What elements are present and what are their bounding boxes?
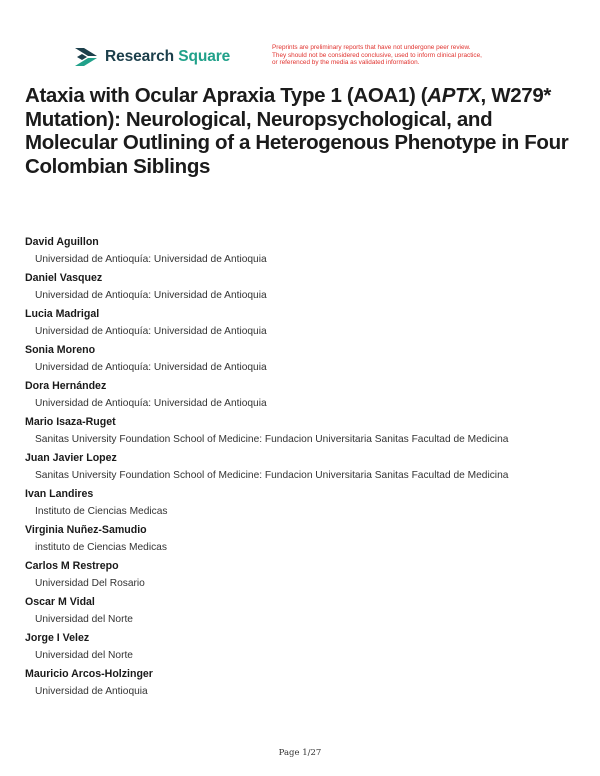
- author-name[interactable]: Carlos M Restrepo: [25, 560, 119, 572]
- author-list: [25, 233, 565, 701]
- author-entry: [25, 629, 565, 665]
- author-name[interactable]: Sonia Moreno: [25, 344, 96, 356]
- author-name[interactable]: Juan Javier Lopez: [25, 452, 117, 464]
- title-gene: APTX: [427, 84, 481, 107]
- author-name[interactable]: Oscar M Vidal: [25, 596, 95, 608]
- author-affiliation: instituto de Ciencias Medicas: [35, 542, 167, 553]
- author-name[interactable]: Virginia Nuñez-Samudio: [25, 524, 147, 536]
- author-entry: [25, 269, 565, 305]
- page-number: Page 1/27: [278, 748, 322, 758]
- research-square-logo[interactable]: [74, 47, 230, 67]
- disclaimer-line: or referenced by the media as validated information.: [272, 59, 420, 67]
- author-entry: [25, 593, 565, 629]
- author-name[interactable]: Daniel Vasquez: [25, 272, 103, 284]
- disclaimer-line: Preprints are preliminary reports that have not undergone peer review.: [272, 44, 471, 51]
- author-entry: [25, 413, 565, 449]
- author-affiliation: Sanitas University Foundation School of Medicine: Fundacion Universitaria Sanitas Facultad de Medicina: [35, 434, 509, 445]
- preprint-disclaimer: [272, 44, 564, 67]
- author-entry: [25, 305, 565, 341]
- author-affiliation: Universidad de Antioquia: [35, 686, 148, 697]
- brand-second: Square: [178, 48, 231, 65]
- author-affiliation: Instituto de Ciencias Medicas: [35, 506, 168, 517]
- author-affiliation: Universidad de Antioquía: Universidad de Antioquia: [35, 326, 267, 337]
- author-affiliation: Universidad Del Rosario: [35, 578, 145, 589]
- author-affiliation: Universidad de Antioquía: Universidad de Antioquia: [35, 254, 267, 265]
- brand-name: [105, 48, 230, 66]
- author-entry: [25, 521, 565, 557]
- author-entry: [25, 449, 565, 485]
- title-part-1: Ataxia with Ocular Apraxia Type 1 (AOA1) (: [25, 84, 428, 107]
- paper-title: [25, 84, 585, 178]
- author-name[interactable]: Lucia Madrigal: [25, 308, 100, 320]
- brand-first: Research: [105, 48, 174, 65]
- research-square-logo-icon: [74, 47, 98, 67]
- author-affiliation: Universidad del Norte: [35, 650, 133, 661]
- header: [0, 0, 600, 80]
- title-part-2: , W279* Mutation): Neurological, Neuropsychological, and Molecular Outlining of a Heterogenous Phenotype in Four Colombian Siblings: [25, 84, 569, 178]
- author-name[interactable]: Mauricio Arcos-Holzinger: [25, 668, 153, 680]
- author-affiliation: Universidad de Antioquía: Universidad de Antioquia: [35, 362, 267, 373]
- author-entry: [25, 485, 565, 521]
- author-affiliation: Universidad de Antioquía: Universidad de Antioquia: [35, 290, 267, 301]
- author-entry: [25, 665, 565, 701]
- author-name[interactable]: David Aguillon: [25, 236, 99, 248]
- disclaimer-line: They should not be considered conclusive, used to inform clinical practice,: [272, 51, 482, 59]
- author-name[interactable]: Mario Isaza-Ruget: [25, 416, 116, 428]
- author-entry: [25, 341, 565, 377]
- author-entry: [25, 377, 565, 413]
- author-entry: [25, 557, 565, 593]
- author-name[interactable]: Dora Hernández: [25, 380, 107, 392]
- author-affiliation: Universidad de Antioquía: Universidad de Antioquia: [35, 398, 267, 409]
- author-affiliation: Sanitas University Foundation School of Medicine: Fundacion Universitaria Sanitas Facultad de Medicina: [35, 470, 509, 481]
- author-entry: [25, 233, 565, 269]
- author-name[interactable]: Jorge I Velez: [25, 632, 90, 644]
- author-name[interactable]: Ivan Landires: [25, 488, 94, 500]
- author-affiliation: Universidad del Norte: [35, 614, 133, 625]
